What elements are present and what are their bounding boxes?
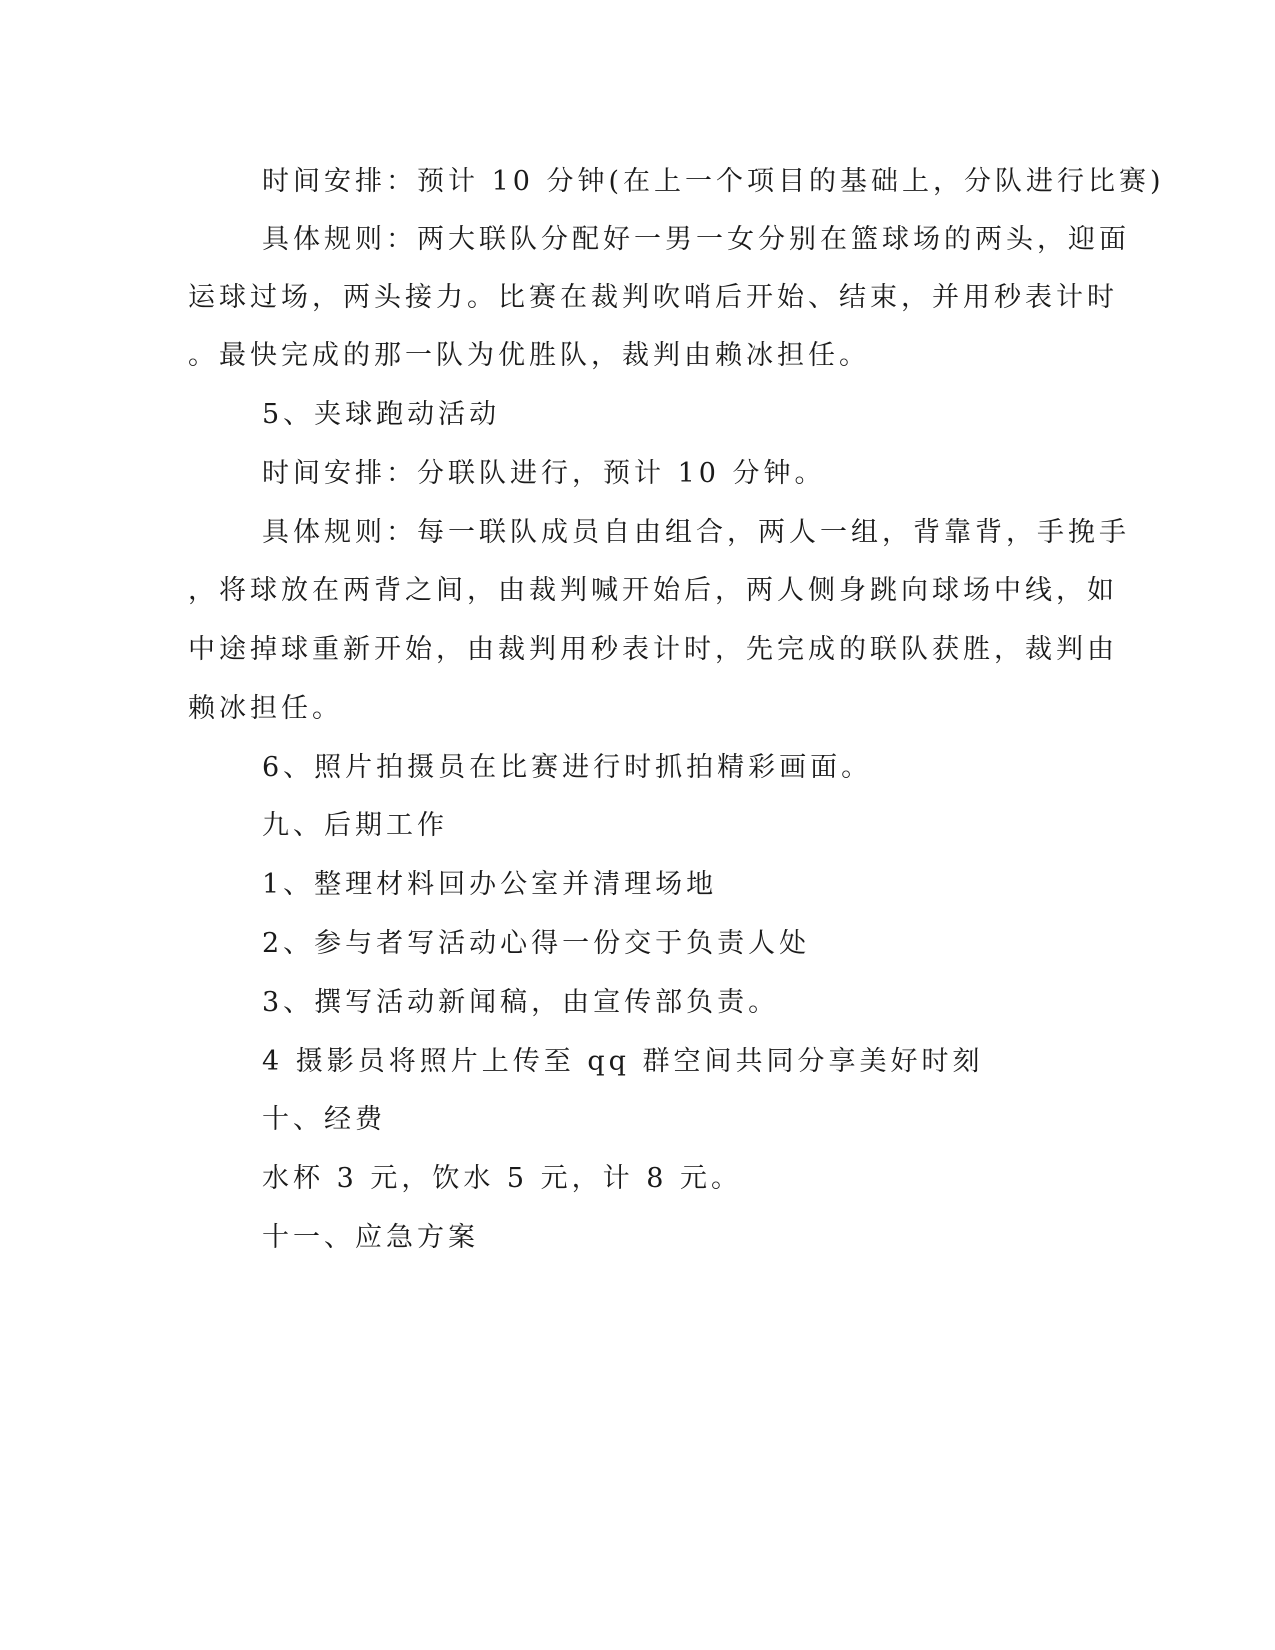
paragraph-line: 时间安排：预计 10 分钟(在上一个项目的基础上，分队进行比赛) <box>262 166 1165 197</box>
list-item: 3、撰写活动新闻稿，由宣传部负责。 <box>262 987 780 1018</box>
section-heading: 5、夹球跑动活动 <box>262 399 501 430</box>
list-item: 2、参与者写活动心得一份交于负责人处 <box>262 928 811 959</box>
paragraph-line: 运球过场，两头接力。比赛在裁判吹哨后开始、结束，并用秒表计时 <box>188 282 1118 313</box>
section-heading: 十、经费 <box>262 1104 386 1135</box>
paragraph-line: 具体规则：两大联队分配好一男一女分别在篮球场的两头，迎面 <box>262 224 1130 255</box>
section-heading: 九、后期工作 <box>262 810 448 841</box>
paragraph-line: 。最快完成的那一队为优胜队，裁判由赖冰担任。 <box>188 340 870 371</box>
paragraph-line: 中途掉球重新开始，由裁判用秒表计时，先完成的联队获胜，裁判由 <box>188 634 1118 665</box>
paragraph-line: 6、照片拍摄员在比赛进行时抓拍精彩画面。 <box>262 752 873 783</box>
paragraph-line: 具体规则：每一联队成员自由组合，两人一组，背靠背，手挽手 <box>262 517 1130 548</box>
paragraph-line: 时间安排：分联队进行，预计 10 分钟。 <box>262 458 826 489</box>
list-item: 1、整理材料回办公室并清理场地 <box>262 869 718 900</box>
paragraph-line: ，将球放在两背之间，由裁判喊开始后，两人侧身跳向球场中线，如 <box>188 575 1118 606</box>
section-heading: 十一、应急方案 <box>262 1222 479 1253</box>
list-item: 4 摄影员将照片上传至 qq 群空间共同分享美好时刻 <box>262 1046 984 1077</box>
paragraph-line: 水杯 3 元，饮水 5 元，计 8 元。 <box>262 1163 743 1194</box>
paragraph-line: 赖冰担任。 <box>188 693 343 724</box>
